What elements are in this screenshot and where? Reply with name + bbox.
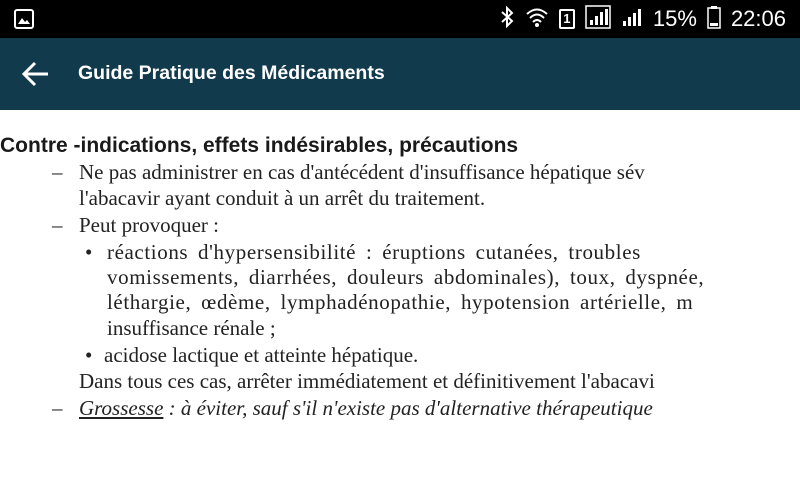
text-line: Ne pas administrer en cas d'antécédent d'insuffisance hépatique sév	[79, 160, 645, 184]
bluetooth-icon	[499, 6, 515, 33]
battery-percent: 15%	[652, 6, 697, 31]
bullet-marker: •	[85, 343, 93, 367]
grossesse-link[interactable]: Grossesse	[79, 396, 164, 420]
text-line: l'abacavir ayant conduit à un arrêt du traitement.	[79, 186, 486, 210]
grossesse-text: : à éviter, sauf s'il n'existe pas d'alternative thérapeutique	[163, 396, 653, 420]
sim-icon: 1	[559, 9, 575, 29]
signal-icon	[621, 6, 643, 33]
status-bar	[0, 0, 800, 38]
text-line	[79, 396, 653, 421]
arrow-left-icon	[18, 58, 54, 90]
app-bar	[0, 38, 800, 110]
bullet-marker: •	[85, 240, 93, 264]
wifi-icon	[525, 6, 549, 33]
dash-marker: –	[52, 396, 63, 420]
gallery-icon	[14, 9, 34, 34]
text-line: Peut provoquer :	[79, 213, 219, 237]
page-title: Guide Pratique des Médicaments	[78, 62, 385, 84]
document-content	[0, 110, 800, 480]
clock: 22:06	[730, 6, 786, 31]
back-button[interactable]	[18, 58, 54, 90]
text-line: Dans tous ces cas, arrêter immédiatement et définitivement l'abacavi	[79, 369, 655, 393]
dash-marker: –	[52, 213, 63, 237]
text-line: insuffisance rénale ;	[107, 316, 276, 340]
dash-marker: –	[52, 160, 63, 184]
section-heading: Contre -indications, effets indésirables, précautions	[0, 134, 519, 157]
signal-icon	[585, 5, 611, 34]
battery-icon	[707, 5, 721, 34]
text-line: réactions d'hypersensibilité : éruptions cutanées, troubles	[107, 240, 641, 264]
text-line: acidose lactique et atteinte hépatique.	[104, 343, 419, 367]
text-line: vomissements, diarrhées, douleurs abdominales), toux, dyspnée,	[107, 265, 705, 289]
text-line: léthargie, œdème, lymphadénopathie, hypotension artérielle, m	[107, 290, 694, 314]
